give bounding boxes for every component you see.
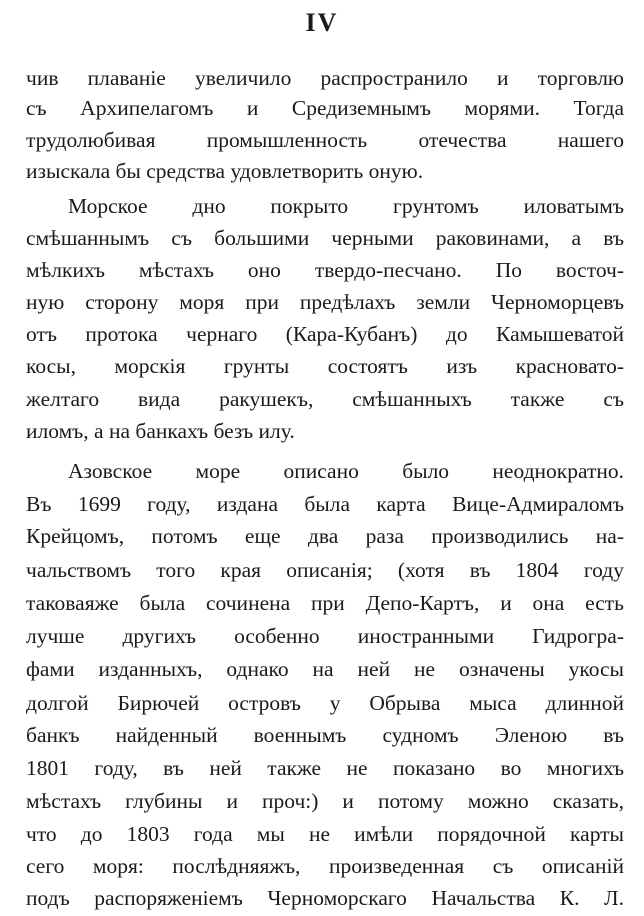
text-line: сего моря: послѣдняяжъ, произведенная съ описанiй — [26, 854, 624, 878]
text-line: косы, морскiя грунты состоятъ изъ красновато- — [26, 354, 624, 378]
text-line: отъ протока чернаго (Кара-Кубанъ) до Камышеватой — [26, 322, 624, 346]
text-line: трудолюбивая промышленность отечества нашего — [26, 128, 624, 152]
text-line: подъ распоряженiемъ Черноморскаго Начальства К. Л. — [26, 886, 624, 910]
text-line: мѣлкихъ мѣстахъ оно твердо-песчано. По восточ- — [26, 258, 624, 282]
text-line: фами изданныхъ, однако на ней не означены укосы — [26, 657, 624, 681]
text-line: лучше другихъ особенно иностранными Гидрогра- — [26, 624, 624, 648]
text-line: желтаго вида ракушекъ, смѣшанныхъ также съ — [26, 387, 624, 411]
text-line: Въ 1699 году, издана была карта Вице-Адмираломъ — [26, 492, 624, 516]
text-line: смѣшаннымъ съ большими черными раковинами, а въ — [26, 226, 624, 250]
text-line: чальствомъ того края описанiя; (хотя въ 1804 году — [26, 558, 624, 582]
text-line: съ Архипелагомъ и Средиземнымъ морями. Тогда — [26, 96, 624, 120]
text-line: мѣстахъ глубины и проч:) и потому можно сказать, — [26, 789, 624, 813]
text-line: Азовское море описано было неоднократно. — [68, 459, 624, 483]
text-line: иломъ, а на банкахъ безъ илу. — [26, 419, 295, 443]
text-line: 1801 году, въ ней также не показано во многихъ — [26, 756, 624, 780]
text-line: Морское дно покрыто грунтомъ иловатымъ — [68, 194, 624, 218]
text-line: ную сторону моря при предѣлахъ земли Черноморцевъ — [26, 290, 624, 314]
text-line: долгой Бирючей островъ у Обрыва мыса длинной — [26, 691, 624, 715]
page-number: IV — [305, 8, 339, 37]
text-line: банкъ найденный военнымъ судномъ Эленою въ — [26, 723, 624, 747]
text-line: таковаяже была сочинена при Депо-Картъ, и она есть — [26, 591, 624, 615]
text-line: Крейцомъ, потомъ еще два раза производились на- — [26, 524, 624, 548]
text-line: изыскала бы средства удовлетворить оную. — [26, 159, 424, 183]
text-line: чив плаванiе увеличило распространило и торговлю — [26, 66, 624, 90]
text-line: что до 1803 года мы не имѣли порядочной карты — [26, 822, 624, 846]
